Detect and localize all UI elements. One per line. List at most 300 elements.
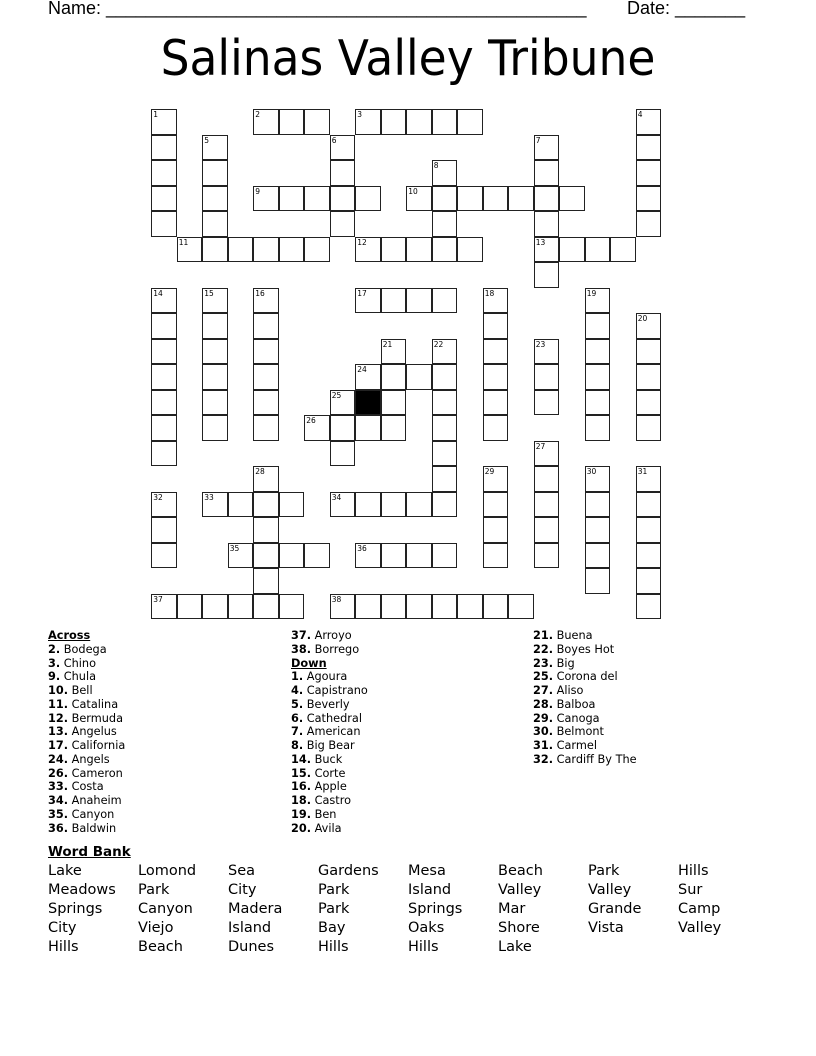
word-bank-column <box>408 862 498 957</box>
grid-cell[interactable] <box>406 492 432 518</box>
grid-cell[interactable] <box>253 466 279 492</box>
name-field-label: Name: ________________________________________________ <box>48 0 587 18</box>
grid-cell[interactable] <box>457 594 483 620</box>
across-clue: 9. Chula <box>48 670 97 684</box>
grid-cell[interactable] <box>253 288 279 314</box>
down-clue: 15. Corte <box>291 766 346 780</box>
word-bank-word: Hills <box>48 939 79 955</box>
clue-number: 23 <box>535 339 546 349</box>
word-bank-word: Lomond <box>138 863 197 879</box>
grid-cell[interactable] <box>534 543 560 569</box>
grid-cell[interactable] <box>151 109 177 135</box>
grid-cell[interactable] <box>330 186 356 212</box>
grid-cell[interactable] <box>355 492 381 518</box>
grid-cell[interactable] <box>202 237 228 263</box>
grid-cell[interactable] <box>253 568 279 594</box>
grid-cell[interactable] <box>432 237 458 263</box>
grid-cell[interactable] <box>483 492 509 518</box>
clue-number: 10 <box>408 186 418 196</box>
grid-cell[interactable] <box>636 390 662 416</box>
grid-cell[interactable] <box>355 543 381 569</box>
grid-cell[interactable] <box>432 288 458 314</box>
word-bank-word: Madera <box>228 901 283 917</box>
across-clue: 12. Bermuda <box>48 711 124 725</box>
grid-cell[interactable] <box>432 364 458 390</box>
grid-cell[interactable] <box>228 543 254 569</box>
grid-cell[interactable] <box>202 186 228 212</box>
word-bank-word: Lake <box>48 863 82 879</box>
grid-cell[interactable] <box>432 492 458 518</box>
clue-number: 31 <box>637 467 648 477</box>
clue-number: 5 <box>204 135 210 145</box>
grid-cell[interactable] <box>151 517 177 543</box>
word-bank-word: City <box>48 920 77 936</box>
grid-cell[interactable] <box>585 415 611 441</box>
grid-cell[interactable] <box>381 492 407 518</box>
word-bank-word: Park <box>318 882 350 898</box>
word-bank-word: Bay <box>318 920 346 936</box>
down-clue: 4. Capistrano <box>291 684 368 697</box>
grid-cell[interactable] <box>585 339 611 365</box>
across-clue: 17. California <box>48 739 126 752</box>
down-clue: 25. Corona del <box>533 670 618 684</box>
word-bank-word: Vista <box>588 920 624 936</box>
grid-cell[interactable] <box>534 237 560 263</box>
clue-number: 32 <box>153 492 163 502</box>
grid-cell[interactable] <box>253 415 279 441</box>
grid-cell[interactable] <box>202 160 228 186</box>
clue-number: 4 <box>637 110 643 120</box>
grid-cell[interactable] <box>432 160 458 186</box>
grid-cell[interactable] <box>483 517 509 543</box>
grid-cell[interactable] <box>253 517 279 543</box>
grid-cell[interactable] <box>279 492 305 518</box>
date-field-label: Date: _______ <box>627 0 746 18</box>
grid-cell[interactable] <box>304 186 330 212</box>
grid-cell[interactable] <box>151 390 177 416</box>
grid-cell[interactable] <box>508 594 534 620</box>
grid-cell[interactable] <box>355 237 381 263</box>
word-bank-column <box>498 862 588 957</box>
clue-number: 35 <box>229 543 240 553</box>
grid-cell[interactable] <box>636 339 662 365</box>
word-bank-word: Valley <box>678 920 722 936</box>
grid-cell[interactable] <box>202 339 228 365</box>
grid-cell[interactable] <box>432 543 458 569</box>
grid-cell[interactable] <box>585 492 611 518</box>
grid-cell[interactable] <box>202 313 228 339</box>
grid-cell[interactable] <box>279 186 305 212</box>
grid-cell[interactable] <box>202 364 228 390</box>
grid-cell[interactable] <box>534 441 560 467</box>
word-bank-word: Hills <box>318 939 349 955</box>
down-clue: 6. Cathedral <box>291 711 362 725</box>
grid-cell[interactable] <box>534 339 560 365</box>
grid-cell[interactable] <box>457 186 483 212</box>
down-clue: 21. Buena <box>533 629 593 642</box>
clues-column-2 <box>291 629 368 835</box>
grid-cell[interactable] <box>483 186 509 212</box>
grid-cell[interactable] <box>483 313 509 339</box>
grid-cell[interactable] <box>253 390 279 416</box>
grid-cell[interactable] <box>636 364 662 390</box>
grid-cell[interactable] <box>585 543 611 569</box>
grid-cell[interactable] <box>381 109 407 135</box>
clue-number: 20 <box>637 314 648 324</box>
word-bank-word: Beach <box>498 863 543 879</box>
grid-cell[interactable] <box>559 186 585 212</box>
clue-number: 7 <box>535 135 541 145</box>
clue-number: 33 <box>204 492 214 502</box>
clue-number: 25 <box>331 390 342 400</box>
across-clue: 2. Bodega <box>48 642 107 656</box>
grid-cell[interactable] <box>534 364 560 390</box>
grid-cell[interactable] <box>253 339 279 365</box>
grid-cell[interactable] <box>636 313 662 339</box>
clue-number: 19 <box>586 288 597 298</box>
down-clue: 18. Castro <box>291 794 352 807</box>
grid-cell[interactable] <box>177 594 203 620</box>
grid-cell[interactable] <box>636 415 662 441</box>
down-clue: 16. Apple <box>291 780 347 794</box>
grid-cell[interactable] <box>253 594 279 620</box>
grid-cell[interactable] <box>406 186 432 212</box>
grid-cell[interactable] <box>151 135 177 161</box>
grid-cell[interactable] <box>381 594 407 620</box>
grid-cell[interactable] <box>381 237 407 263</box>
grid-cell[interactable] <box>636 160 662 186</box>
grid-cell[interactable] <box>534 262 560 288</box>
grid-cell[interactable] <box>534 466 560 492</box>
grid-cell[interactable] <box>253 543 279 569</box>
word-bank-word: Park <box>138 882 170 898</box>
grid-cell[interactable] <box>457 109 483 135</box>
grid-cell[interactable] <box>381 288 407 314</box>
clue-number: 8 <box>433 161 439 171</box>
down-clue: 27. Aliso <box>533 684 584 697</box>
clue-number: 18 <box>484 288 495 298</box>
down-clue: 20. Avila <box>291 821 342 835</box>
grid-cell[interactable] <box>483 364 509 390</box>
grid-cell[interactable] <box>432 390 458 416</box>
word-bank-column <box>678 862 768 938</box>
grid-cell[interactable] <box>279 543 305 569</box>
grid-cell[interactable] <box>406 364 432 390</box>
clue-number: 2 <box>255 110 261 120</box>
grid-cell[interactable] <box>151 313 177 339</box>
clue-number: 36 <box>357 543 367 553</box>
grid-cell[interactable] <box>483 415 509 441</box>
grid-cell[interactable] <box>253 109 279 135</box>
down-clue: 30. Belmont <box>533 725 604 739</box>
clue-number: 22 <box>433 339 444 349</box>
grid-cell[interactable] <box>202 390 228 416</box>
grid-cell[interactable] <box>304 109 330 135</box>
down-clue: 5. Beverly <box>291 697 350 711</box>
grid-cell[interactable] <box>534 186 560 212</box>
grid-cell[interactable] <box>636 211 662 237</box>
clue-number: 30 <box>586 467 597 477</box>
word-bank-word: Oaks <box>408 920 445 936</box>
clue-number: 27 <box>535 441 546 451</box>
grid-cell[interactable] <box>381 339 407 365</box>
grid-cell[interactable] <box>304 415 330 441</box>
word-bank-word: Mesa <box>408 863 446 879</box>
across-clue: 38. Borrego <box>291 642 360 656</box>
word-bank-word: Park <box>318 901 350 917</box>
clue-number: 1 <box>153 110 159 120</box>
across-clue: 37. Arroyo <box>291 629 352 642</box>
down-clue: 23. Big <box>533 656 575 670</box>
grid-cell[interactable] <box>381 364 407 390</box>
clue-number: 16 <box>255 288 265 298</box>
grid-cell[interactable] <box>534 135 560 161</box>
across-clue: 10. Bell <box>48 684 93 697</box>
word-bank-column <box>228 862 318 957</box>
grid-cell[interactable] <box>151 543 177 569</box>
grid-cell[interactable] <box>636 186 662 212</box>
grid-cell[interactable] <box>381 415 407 441</box>
grid-cell[interactable] <box>483 594 509 620</box>
grid-cell[interactable] <box>406 288 432 314</box>
word-bank-word: Viejo <box>138 920 174 936</box>
grid-cell[interactable] <box>177 237 203 263</box>
grid-cell[interactable] <box>432 441 458 467</box>
grid-cell[interactable] <box>151 415 177 441</box>
clue-number: 12 <box>357 237 367 247</box>
grid-cell[interactable] <box>483 466 509 492</box>
across-clue: 13. Angelus <box>48 725 117 739</box>
grid-cell[interactable] <box>330 390 356 416</box>
clue-number: 11 <box>178 237 189 247</box>
grid-cell[interactable] <box>534 517 560 543</box>
grid-cell[interactable] <box>432 186 458 212</box>
across-heading: Across <box>48 629 91 642</box>
down-clue: 32. Cardiff By The <box>533 752 637 766</box>
word-bank-word: Beach <box>138 939 183 955</box>
down-clue: 14. Buck <box>291 752 343 766</box>
grid-cell[interactable] <box>151 186 177 212</box>
clue-number: 13 <box>535 237 546 247</box>
grid-cell[interactable] <box>304 237 330 263</box>
grid-cell[interactable] <box>585 517 611 543</box>
grid-cell[interactable] <box>534 160 560 186</box>
grid-cell[interactable] <box>151 594 177 620</box>
clues-column-3 <box>533 629 637 767</box>
down-clue: 28. Balboa <box>533 697 596 711</box>
word-bank-word: Sea <box>228 863 256 879</box>
grid-cell[interactable] <box>202 415 228 441</box>
grid-cell[interactable] <box>585 466 611 492</box>
page-title: Salinas Valley Tribune <box>160 30 656 87</box>
grid-cell[interactable] <box>432 339 458 365</box>
across-clue: 26. Cameron <box>48 766 123 780</box>
across-clue: 3. Chino <box>48 656 97 670</box>
grid-cell[interactable] <box>202 211 228 237</box>
down-clue: 8. Big Bear <box>291 739 355 752</box>
word-bank-word: Dunes <box>228 939 275 955</box>
down-clue: 31. Carmel <box>533 739 597 752</box>
down-heading: Down <box>291 656 327 670</box>
grid-cell[interactable] <box>406 237 432 263</box>
grid-cell[interactable] <box>253 186 279 212</box>
grid-cell[interactable] <box>636 568 662 594</box>
clue-number: 17 <box>357 288 367 298</box>
grid-cell[interactable] <box>151 339 177 365</box>
word-bank-word: Island <box>228 920 272 936</box>
clue-number: 38 <box>331 594 342 604</box>
word-bank-word: Mar <box>498 901 526 917</box>
across-clue: 33. Costa <box>48 780 104 794</box>
grid-cell[interactable] <box>330 211 356 237</box>
grid-cell[interactable] <box>406 109 432 135</box>
grid-cell[interactable] <box>432 594 458 620</box>
grid-black-cell <box>355 390 381 416</box>
word-bank-column <box>48 862 138 957</box>
grid-cell[interactable] <box>483 543 509 569</box>
clue-number: 26 <box>306 416 316 426</box>
grid-cell[interactable] <box>534 211 560 237</box>
grid-cell[interactable] <box>253 492 279 518</box>
grid-cell[interactable] <box>432 466 458 492</box>
across-clue: 34. Anaheim <box>48 794 122 807</box>
grid-cell[interactable] <box>202 492 228 518</box>
grid-cell[interactable] <box>355 109 381 135</box>
grid-cell[interactable] <box>585 313 611 339</box>
grid-cell[interactable] <box>151 492 177 518</box>
word-bank-word: Park <box>588 863 620 879</box>
grid-cell[interactable] <box>457 237 483 263</box>
down-clue: 7. American <box>291 725 361 739</box>
word-bank-word: Valley <box>588 882 632 898</box>
clue-number: 3 <box>357 110 363 120</box>
across-clue: 35. Canyon <box>48 807 115 821</box>
grid-cell[interactable] <box>228 237 254 263</box>
grid-cell[interactable] <box>151 364 177 390</box>
grid-cell[interactable] <box>151 441 177 467</box>
word-bank-word: Grande <box>588 901 642 917</box>
grid-cell[interactable] <box>330 160 356 186</box>
grid-cell[interactable] <box>304 543 330 569</box>
word-bank-heading: Word Bank <box>48 844 131 860</box>
word-bank-word: Hills <box>408 939 439 955</box>
grid-cell[interactable] <box>355 364 381 390</box>
word-bank-word: Shore <box>498 920 540 936</box>
grid-cell[interactable] <box>202 135 228 161</box>
grid-cell[interactable] <box>636 135 662 161</box>
grid-cell[interactable] <box>253 364 279 390</box>
grid-cell[interactable] <box>585 390 611 416</box>
grid-cell[interactable] <box>330 415 356 441</box>
grid-cell[interactable] <box>151 211 177 237</box>
grid-cell[interactable] <box>151 160 177 186</box>
word-bank-word: Springs <box>48 901 103 917</box>
grid-cell[interactable] <box>636 466 662 492</box>
word-bank-column <box>138 862 228 957</box>
grid-cell[interactable] <box>355 594 381 620</box>
grid-cell[interactable] <box>355 288 381 314</box>
across-clue: 11. Catalina <box>48 697 119 711</box>
grid-cell[interactable] <box>534 390 560 416</box>
grid-cell[interactable] <box>636 492 662 518</box>
grid-cell[interactable] <box>202 288 228 314</box>
clue-number: 6 <box>331 135 337 145</box>
grid-cell[interactable] <box>330 594 356 620</box>
grid-cell[interactable] <box>585 288 611 314</box>
word-bank-word: Sur <box>678 882 703 898</box>
clue-number: 34 <box>331 492 342 502</box>
clue-number: 14 <box>153 288 163 298</box>
grid-cell[interactable] <box>483 339 509 365</box>
grid-cell[interactable] <box>279 237 305 263</box>
grid-cell[interactable] <box>228 492 254 518</box>
grid-cell[interactable] <box>432 109 458 135</box>
grid-cell[interactable] <box>534 492 560 518</box>
clue-number: 15 <box>204 288 214 298</box>
clue-number: 37 <box>153 594 163 604</box>
grid-cell[interactable] <box>585 364 611 390</box>
grid-cell[interactable] <box>330 135 356 161</box>
word-bank-word: Meadows <box>48 882 116 898</box>
grid-cell[interactable] <box>508 186 534 212</box>
grid-cell[interactable] <box>406 543 432 569</box>
word-bank-column <box>318 862 408 957</box>
grid-cell[interactable] <box>228 594 254 620</box>
grid-cell[interactable] <box>585 237 611 263</box>
clue-number: 29 <box>484 467 495 477</box>
grid-cell[interactable] <box>559 237 585 263</box>
grid-cell[interactable] <box>279 109 305 135</box>
grid-cell[interactable] <box>279 594 305 620</box>
grid-cell[interactable] <box>355 186 381 212</box>
clues-column-1 <box>48 629 125 835</box>
down-clue: 1. Agoura <box>291 670 348 684</box>
grid-cell[interactable] <box>483 288 509 314</box>
grid-cell[interactable] <box>355 415 381 441</box>
word-bank-word: Canyon <box>138 901 193 917</box>
word-bank-word: Springs <box>408 901 463 917</box>
clue-number: 9 <box>255 186 261 196</box>
down-clue: 29. Canoga <box>533 711 600 725</box>
grid-cell[interactable] <box>636 543 662 569</box>
grid-cell[interactable] <box>636 109 662 135</box>
grid-cell[interactable] <box>432 211 458 237</box>
grid-cell[interactable] <box>330 441 356 467</box>
grid-cell[interactable] <box>636 517 662 543</box>
word-bank-word: Hills <box>678 863 709 879</box>
word-bank-word: Valley <box>498 882 542 898</box>
across-clue: 36. Baldwin <box>48 821 117 835</box>
grid-cell[interactable] <box>330 492 356 518</box>
grid-cell[interactable] <box>483 390 509 416</box>
grid-cell[interactable] <box>381 543 407 569</box>
grid-cell[interactable] <box>253 313 279 339</box>
grid-cell[interactable] <box>406 594 432 620</box>
grid-cell[interactable] <box>151 288 177 314</box>
grid-cell[interactable] <box>585 568 611 594</box>
grid-cell[interactable] <box>432 415 458 441</box>
grid-cell[interactable] <box>636 594 662 620</box>
grid-cell[interactable] <box>610 237 636 263</box>
down-clue: 19. Ben <box>291 807 337 821</box>
grid-cell[interactable] <box>381 390 407 416</box>
grid-cell[interactable] <box>202 594 228 620</box>
grid-cell[interactable] <box>253 237 279 263</box>
down-clue: 22. Boyes Hot <box>533 642 615 656</box>
word-bank-word: Lake <box>498 939 532 955</box>
word-bank-word: Gardens <box>318 863 379 879</box>
clue-number: 21 <box>382 339 393 349</box>
